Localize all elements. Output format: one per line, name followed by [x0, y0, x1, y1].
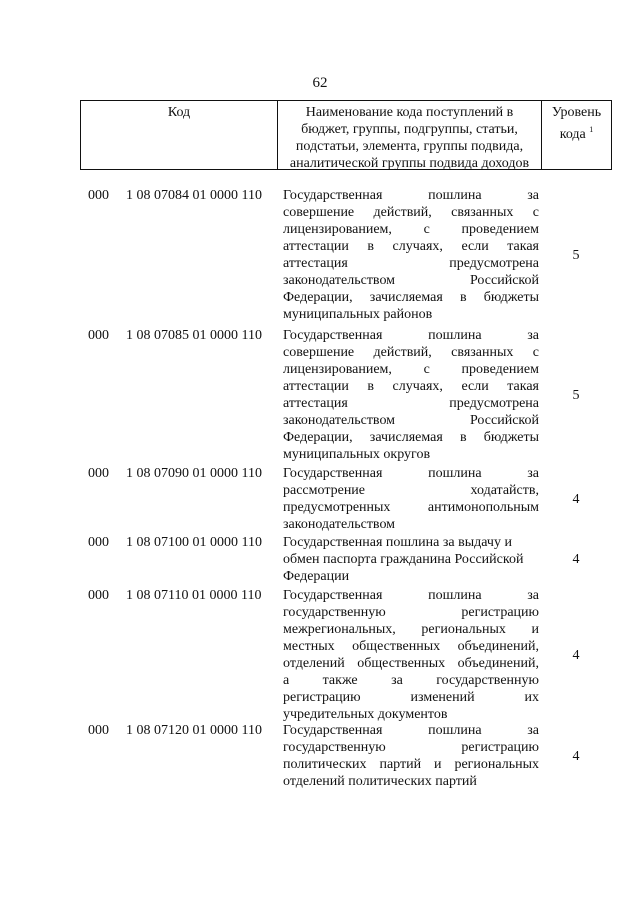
row-name-line: Государственная пошлина за [283, 188, 539, 203]
row-name-line: Государственная пошлина за выдачу и [283, 535, 512, 550]
row-level: 4 [572, 552, 580, 567]
row-level: 4 [572, 491, 580, 507]
row-admin-code: 000 [88, 535, 109, 550]
row-name-line: законодательством Российской [283, 413, 539, 428]
row-name-line: отделений политических партий [283, 774, 477, 789]
row-revenue-code: 1 08 07120 01 0000 110 [126, 723, 262, 738]
row-name-line: Федерации, зачисляемая в бюджеты [283, 430, 539, 445]
row-name-line: регистрацию изменений их [283, 690, 539, 705]
row-name-line: политических партий и региональных [283, 757, 539, 772]
row-name-line: Государственная пошлина за [283, 588, 539, 603]
row-name [283, 534, 539, 585]
row-name-line: аттестации в случаях, если такая [283, 239, 539, 254]
header-name-line: аналитической группы подвида доходов [289, 156, 530, 171]
footnote-marker: 1 [589, 125, 594, 134]
header-level-line [542, 121, 611, 143]
row-name-line: рассмотрение ходатайств, [283, 483, 539, 498]
row-revenue-code: 1 08 07090 01 0000 110 [126, 466, 262, 481]
row-name-line: совершение действий, связанных с [283, 205, 539, 220]
page-number: 62 [312, 75, 328, 91]
row-name [283, 465, 539, 533]
row-admin-code: 000 [88, 466, 109, 481]
row-name-line: местных общественных объединений, [283, 639, 539, 654]
row-level: 4 [572, 748, 580, 764]
row-revenue-code: 1 08 07100 01 0000 110 [126, 535, 262, 550]
row-name-line: Федерации [283, 569, 350, 584]
row-name [283, 587, 539, 723]
row-level: 5 [572, 247, 580, 263]
row-name-line: учредительных документов [283, 707, 448, 722]
row-name-line: государственную регистрацию [283, 740, 539, 755]
row-name-line: лицензированием, с проведением [283, 362, 539, 377]
header-level-word: кода [559, 127, 586, 142]
header-name-line: подстатьи, элемента, группы подвида, [295, 139, 524, 154]
row-admin-code: 000 [88, 328, 109, 343]
row-name-line: муниципальных округов [283, 447, 431, 462]
row-name-line: законодательством [283, 517, 396, 532]
row-admin-code: 000 [88, 188, 109, 203]
row-revenue-code: 1 08 07084 01 0000 110 [126, 188, 262, 203]
row-name-line: межрегиональных, региональных и [283, 622, 539, 637]
row-level: 4 [572, 647, 580, 663]
row-name-line: аттестация предусмотрена [283, 256, 539, 271]
row-name-line: Государственная пошлина за [283, 466, 539, 481]
header-code-cell [80, 100, 278, 170]
row-name-line: обмен паспорта гражданина Российской [283, 552, 524, 567]
row-revenue-code: 1 08 07085 01 0000 110 [126, 328, 262, 343]
row-name-line: лицензированием, с проведением [283, 222, 539, 237]
row-name-line: Федерации, зачисляемая в бюджеты [283, 290, 539, 305]
row-name-line: отделений общественных объединений, [283, 656, 539, 671]
header-name-cell [278, 100, 542, 170]
row-name-line: Государственная пошлина за [283, 723, 539, 738]
row-name-line: совершение действий, связанных с [283, 345, 539, 360]
row-name-line: а также за государственную [283, 673, 539, 688]
row-name-line: государственную регистрацию [283, 605, 539, 620]
row-name [283, 327, 539, 463]
row-name-line: Государственная пошлина за [283, 328, 539, 343]
row-name-line: аттестация предусмотрена [283, 396, 539, 411]
row-level: 5 [572, 387, 580, 403]
header-level-line: Уровень [551, 105, 602, 120]
row-name [283, 722, 539, 790]
row-name-line: предусмотренных антимонопольным [283, 500, 539, 515]
row-name-line: законодательством Российской [283, 273, 539, 288]
row-name-line: муниципальных районов [283, 307, 433, 322]
header-level-cell [542, 100, 612, 170]
header-name-line: Наименование кода поступлений в [305, 105, 514, 120]
row-name-line: аттестации в случаях, если такая [283, 379, 539, 394]
row-admin-code: 000 [88, 588, 109, 603]
row-name [283, 187, 539, 323]
row-admin-code: 000 [88, 723, 109, 738]
header-code-label: Код [167, 105, 191, 120]
row-revenue-code: 1 08 07110 01 0000 110 [126, 588, 262, 603]
header-name-line: бюджет, группы, подгруппы, статьи, [301, 122, 518, 137]
